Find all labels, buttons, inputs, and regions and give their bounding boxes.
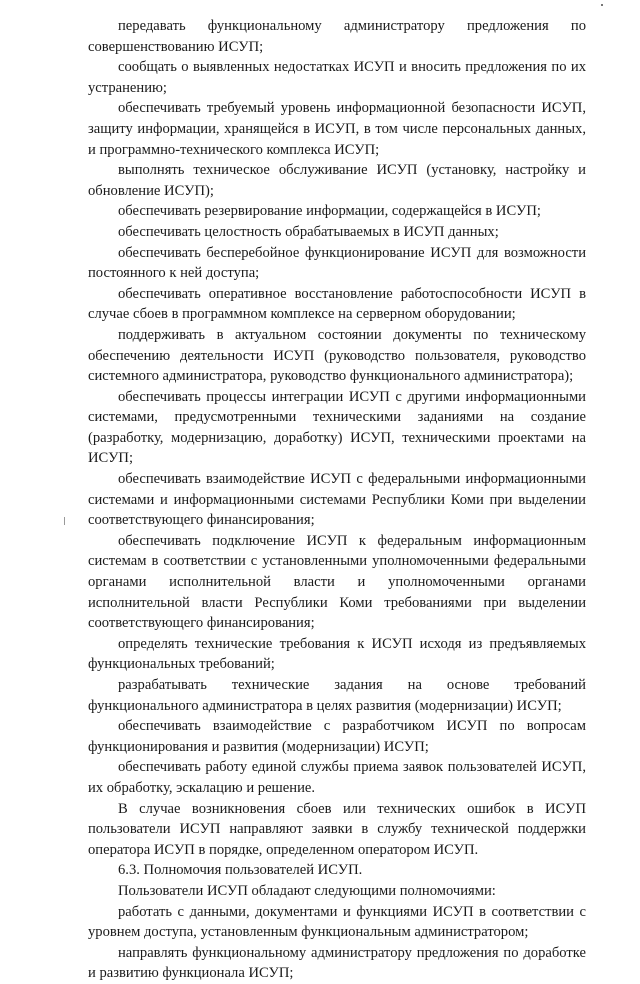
paragraph-10: обеспечивать процессы интеграции ИСУП с другими информационными системами, предусмотренными техническими заданиями на создание (разработку, модернизацию, доработку) ИСУП, техническими проектами на ИСУП; bbox=[88, 388, 586, 467]
paragraph-3: обеспечивать требуемый уровень информационной безопасности ИСУП, защиту информации, хранящейся в ИСУП, в том числе персональных данных, и программно-технического комплекса ИСУП; bbox=[88, 100, 586, 158]
paragraph-16: обеспечивать работу единой службы приема заявок пользователей ИСУП, их обработку, эскалацию и решение. bbox=[88, 759, 586, 796]
paragraph-2: сообщать о выявленных недостатках ИСУП и вносить предложения по их устранению; bbox=[88, 59, 586, 96]
paragraph-11: обеспечивать взаимодействие ИСУП с федеральными информационными системами и информационными системами Республики Коми при выделении соответствующего финансирования; bbox=[88, 471, 586, 529]
paragraph-9: поддерживать в актуальном состоянии документы по техническому обеспечению деятельности ИСУП (руководство пользователя, руководство системного администратора, руководство функционального администратора); bbox=[88, 326, 586, 385]
paragraph-20: работать с данными, документами и функциями ИСУП в соответствии с уровнем доступа, установленным функциональным администратором; bbox=[88, 903, 586, 941]
paragraph-17: В случае возникновения сбоев или технических ошибок в ИСУП пользователи ИСУП направляют заявки в службу технической поддержки оператора ИСУП в порядке, определенном оператором ИСУП. bbox=[88, 800, 586, 858]
paragraph-13: определять технические требования к ИСУП исходя из предъявляемых функциональных требований; bbox=[88, 635, 586, 673]
paragraph-14: разрабатывать технические задания на основе требований функционального администратора в целях развития (модернизации) ИСУП; bbox=[88, 677, 586, 714]
paragraph-15: обеспечивать взаимодействие с разработчиком ИСУП по вопросам функционирования и развития (модернизации) ИСУП; bbox=[88, 718, 586, 755]
paragraph-21: направлять функциональному администратору предложения по доработке и развитию функционала ИСУП; bbox=[88, 944, 586, 982]
paragraph-7: обеспечивать бесперебойное функционирование ИСУП для возможности постоянного к ней доступа; bbox=[88, 244, 586, 282]
document-body bbox=[88, 16, 586, 984]
paragraph-6: обеспечивать целостность обрабатываемых в ИСУП данных; bbox=[118, 223, 499, 240]
paragraph-1: передавать функциональному администратору предложения по совершенствованию ИСУП; bbox=[88, 18, 586, 55]
paragraph-4: выполнять техническое обслуживание ИСУП (установку, настройку и обновление ИСУП); bbox=[88, 162, 586, 199]
paragraph-12: обеспечивать подключение ИСУП к федеральным информационным системам в соответствии с установленными уполномоченными федеральными органами исполнительной власти и уполномоченными органами исполнительной власти Республики Коми требованиями при выделении соответствующего финансирования; bbox=[88, 532, 586, 632]
paragraph-5: обеспечивать резервирование информации, содержащейся в ИСУП; bbox=[118, 203, 541, 220]
paragraph-8: обеспечивать оперативное восстановление работоспособности ИСУП в случае сбоев в программном комплексе на серверном оборудовании; bbox=[88, 285, 586, 323]
section-heading-6-3: 6.3. Полномочия пользователей ИСУП. bbox=[118, 862, 363, 879]
paragraph-19: Пользователи ИСУП обладают следующими полномочиями: bbox=[118, 882, 496, 899]
margin-mark bbox=[64, 517, 65, 525]
scan-speck bbox=[601, 4, 603, 6]
